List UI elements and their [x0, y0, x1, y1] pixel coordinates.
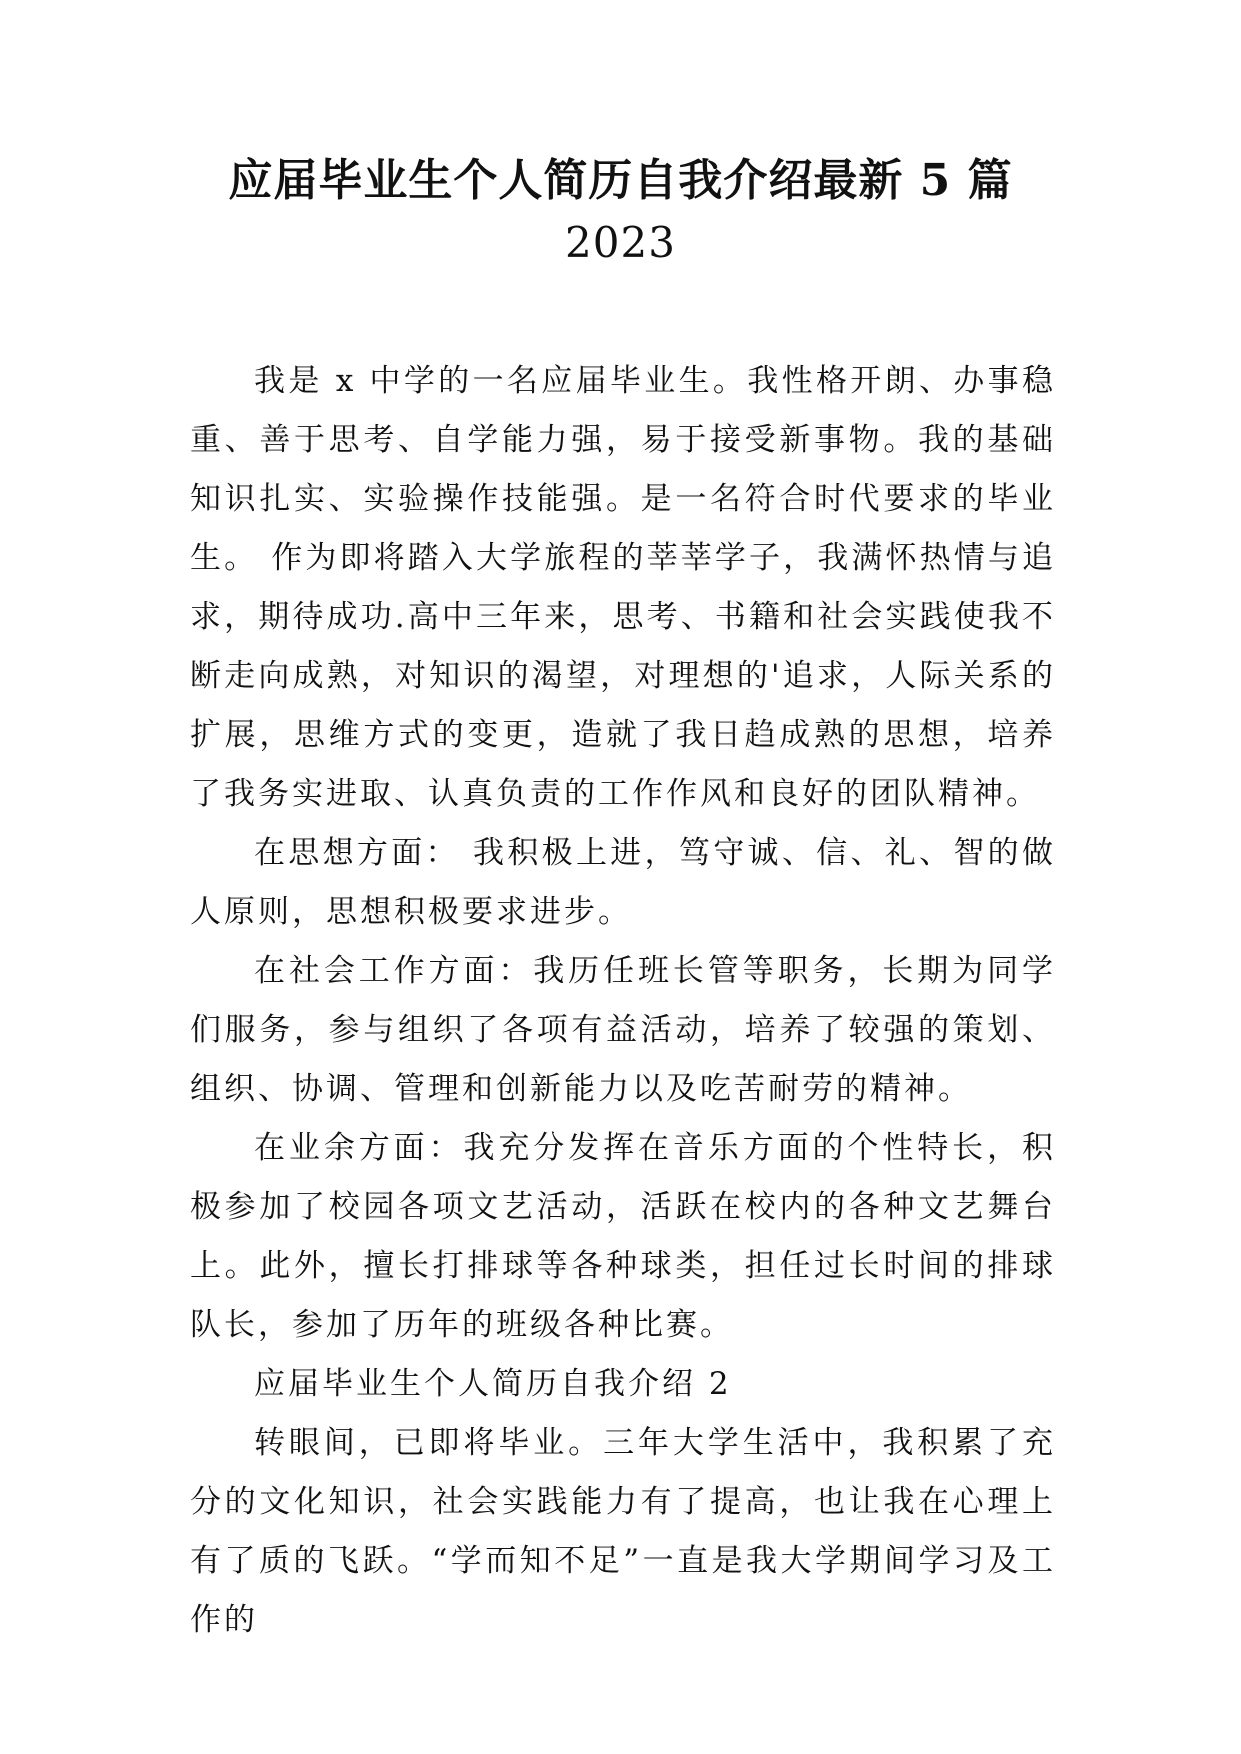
paragraph-thought: 在思想方面： 我积极上进，笃守诚、信、礼、智的做人原则，思想积极要求进步。 [190, 835, 1056, 930]
paragraph-leisure: 在业余方面：我充分发挥在音乐方面的个性特长，积极参加了校园各项文艺活动，活跃在校内的各种文艺舞台上。此外，擅长打排球等各种球类，担任过长时间的排球队长，参加了历年的班级各种比赛。 [190, 1130, 1056, 1343]
section-heading-2: 应届毕业生个人简历自我介绍 2 [254, 1366, 732, 1402]
document-title [150, 150, 1091, 274]
paragraph-section-2: 转眼间，已即将毕业。三年大学生活中，我积累了充分的文化知识，社会实践能力有了提高，也让我在心理上有了质的飞跃。“学而知不足”一直是我大学期间学习及工作的 [190, 1425, 1056, 1638]
title-line-year: 2023 [565, 218, 676, 267]
paragraph-social-work: 在社会工作方面：我历任班长管等职务，长期为同学们服务，参与组织了各项有益活动，培养了较强的策划、组织、协调、管理和创新能力以及吃苦耐劳的精神。 [190, 953, 1056, 1107]
paragraph-intro: 我是 x 中学的一名应届毕业生。我性格开朗、办事稳重、善于思考、自学能力强，易于接受新事物。我的基础知识扎实、实验操作技能强。是一名符合时代要求的毕业生。 作为即将踏入大学旅程的莘莘学子，我满怀热情与追求，期待成功.高中三年来，思考、书籍和社会实践使我不断走向成熟，对知识的渴望，对理想的'追求，人际关系的扩展，思维方式的变更，造就了我日趋成熟的思想，培养了我务实进取、认真负责的工作作风和良好的团队精神。 [190, 363, 1056, 812]
document-body [190, 352, 1056, 1650]
title-line-main: 应届毕业生个人简历自我介绍最新 5 篇 [228, 155, 1013, 206]
